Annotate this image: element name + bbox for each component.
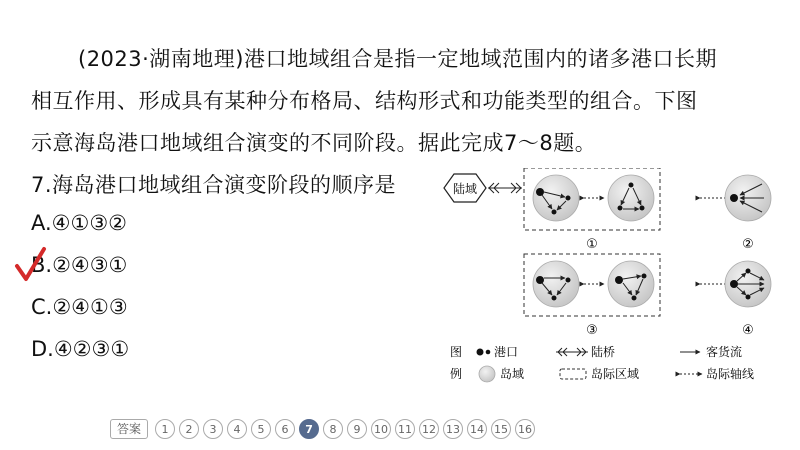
option-a[interactable]: A.④①③② xyxy=(31,211,127,235)
legend-axis-label: 岛际轴线 xyxy=(706,367,755,381)
island-3b xyxy=(608,261,654,307)
nav-question-12[interactable]: 12 xyxy=(419,419,439,439)
question-stem-line-1: (2023·湖南地理)港口地域组合是指一定地域范围内的诸多港口长期 xyxy=(78,47,718,71)
nav-question-5[interactable]: 5 xyxy=(251,419,271,439)
checkmark-icon xyxy=(14,246,48,284)
island-3a xyxy=(533,261,579,307)
legend-zone-icon xyxy=(560,369,586,379)
legend-title-2: 例 xyxy=(450,367,463,381)
legend-bridge-label: 陆桥 xyxy=(591,345,616,359)
nav-question-1[interactable]: 1 xyxy=(155,419,175,439)
nav-question-11[interactable]: 11 xyxy=(395,419,415,439)
legend-zone-label: 岛际区域 xyxy=(591,367,640,381)
legend-title-1: 图 xyxy=(450,345,463,359)
port-evolution-figure xyxy=(430,168,790,390)
panel-label-4: ④ xyxy=(742,323,754,338)
option-c[interactable]: C.②④①③ xyxy=(31,295,128,319)
nav-question-14[interactable]: 14 xyxy=(467,419,487,439)
land-bridge-icon xyxy=(488,183,522,193)
nav-question-16[interactable]: 16 xyxy=(515,419,535,439)
option-d[interactable]: D.④②③① xyxy=(31,337,130,361)
nav-question-3[interactable]: 3 xyxy=(203,419,223,439)
island-1b xyxy=(608,175,654,221)
panel-label-2: ② xyxy=(742,237,754,252)
nav-question-2[interactable]: 2 xyxy=(179,419,199,439)
island-1a xyxy=(533,175,579,221)
question-stem-line-3: 示意海岛港口地域组合演变的不同阶段。据此完成7～8题。 xyxy=(31,131,597,155)
question-stem-line-2: 相互作用、形成具有某种分布格局、结构形式和功能类型的组合。下图 xyxy=(31,89,698,113)
nav-question-10[interactable]: 10 xyxy=(371,419,391,439)
land-hexagon xyxy=(444,174,486,202)
legend-port-label: 港口 xyxy=(494,345,519,359)
legend-port-small xyxy=(486,350,491,355)
nav-question-13[interactable]: 13 xyxy=(443,419,463,439)
legend-bridge-icon xyxy=(556,348,588,356)
legend-island-icon xyxy=(479,366,495,382)
legend-island-label: 岛域 xyxy=(500,367,525,381)
island-4 xyxy=(725,261,771,307)
question-nav xyxy=(110,416,535,442)
answer-button[interactable]: 答案 xyxy=(110,419,148,439)
land-label: 陆域 xyxy=(452,182,478,196)
legend-cargo-flow-label: 客货流 xyxy=(706,345,743,359)
legend-port-large xyxy=(477,349,484,356)
question-7-prompt: 7.海岛港口地域组合演变阶段的顺序是 xyxy=(31,173,397,197)
nav-question-8[interactable]: 8 xyxy=(323,419,343,439)
island-2 xyxy=(725,175,771,221)
panel-label-3: ③ xyxy=(586,323,598,338)
nav-question-6[interactable]: 6 xyxy=(275,419,295,439)
panel-label-1: ① xyxy=(586,237,598,252)
nav-question-15[interactable]: 15 xyxy=(491,419,511,439)
option-b[interactable]: B.②④③① xyxy=(31,253,128,277)
nav-question-4[interactable]: 4 xyxy=(227,419,247,439)
nav-question-9[interactable]: 9 xyxy=(347,419,367,439)
nav-question-7[interactable]: 7 xyxy=(299,419,319,439)
